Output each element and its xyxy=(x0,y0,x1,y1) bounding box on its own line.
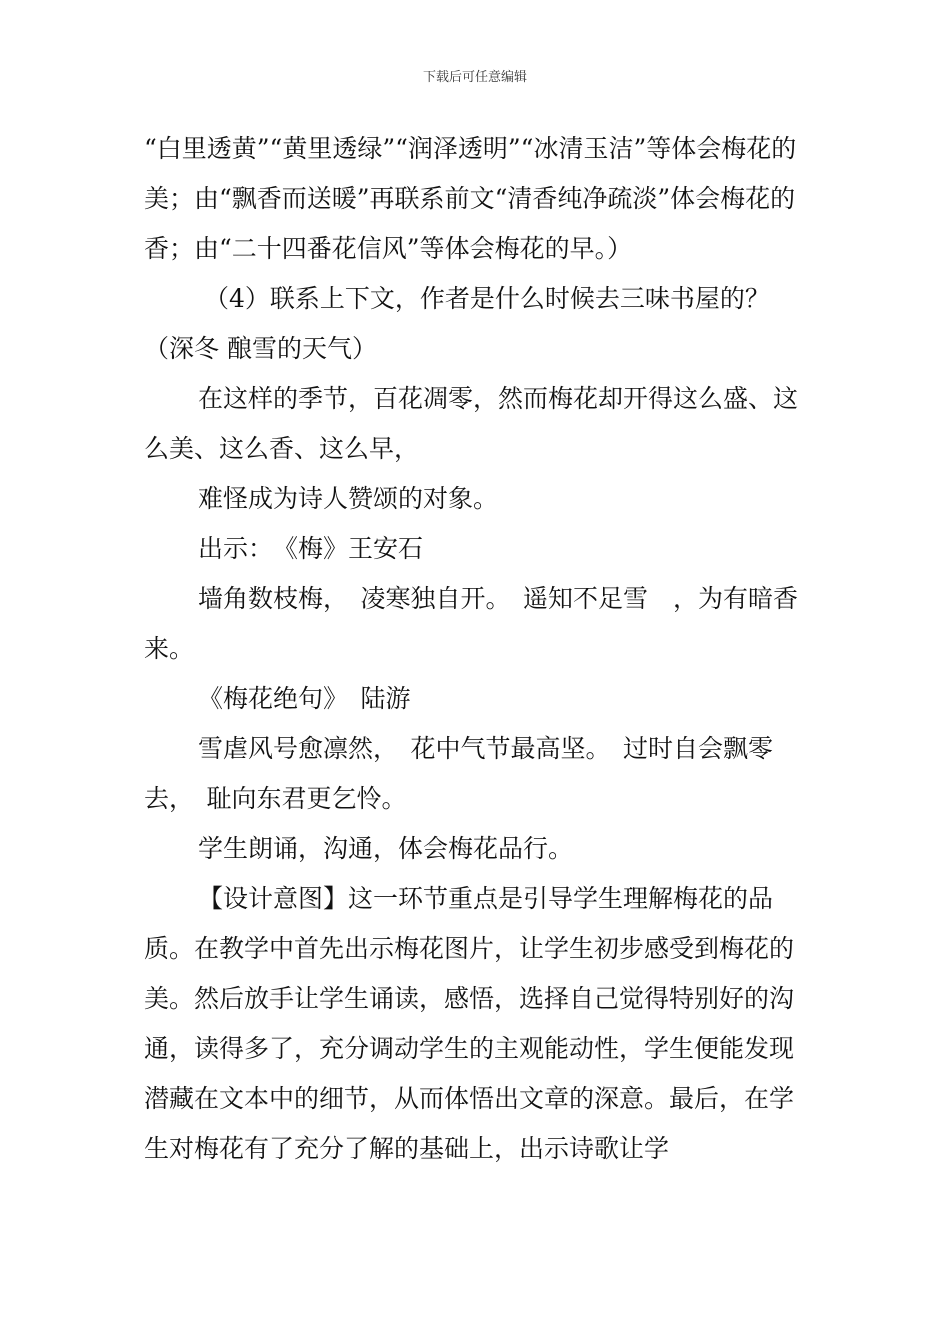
paragraph-season: 在这样的季节，百花凋零，然而梅花却开得这么盛、这么美、这么香、这么早， xyxy=(144,384,799,463)
paragraph-question-4: （4）联系上下文，作者是什么时候去三味书屋的？（深冬 酿雪的天气） xyxy=(144,284,770,363)
page-header: 下载后可任意编辑 xyxy=(422,70,527,85)
document-body xyxy=(144,124,808,1174)
poem-text-meihua-jueju: 雪虐风号愈凛然， 花中气节最高坚。 过时自会飘零去， 耻向东君更乞怜。 xyxy=(144,734,774,813)
paragraph-plum-qualities: “白里透黄”“黄里透绿”“润泽透明”“冰清玉洁”等体会梅花的美；由“飘香而送暖”再联系前文“清香纯净疏淡”体会梅花的香；由“二十四番花信风”等体会梅花的早。） xyxy=(144,134,797,263)
poem-title-meihua-jueju: 《梅花绝句》 陆游 xyxy=(198,684,411,713)
poem-title-mei: 出示： 《梅》王安石 xyxy=(198,534,424,563)
paragraph-design-intent: 【设计意图】这一环节重点是引导学生理解梅花的品质。在教学中首先出示梅花图片，让学生初步感受到梅花的美。然后放手让学生诵读，感悟，选择自己觉得特别好的沟通，读得多了，充分调动学生的主观能动性，学生便能发现潜藏在文本中的细节，从而体悟出文章的深意。最后，在学生对梅花有了充分了解的基础上，出示诗歌让学 xyxy=(144,884,795,1163)
poem-text-mei: 墙角数枝梅， 凌寒独自开。 遥知不足雪 ，为有暗香来。 xyxy=(144,584,799,663)
paragraph-student-recital: 学生朗诵，沟通，体会梅花品行。 xyxy=(198,834,574,863)
paragraph-poets-praise: 难怪成为诗人赞颂的对象。 xyxy=(198,484,499,513)
